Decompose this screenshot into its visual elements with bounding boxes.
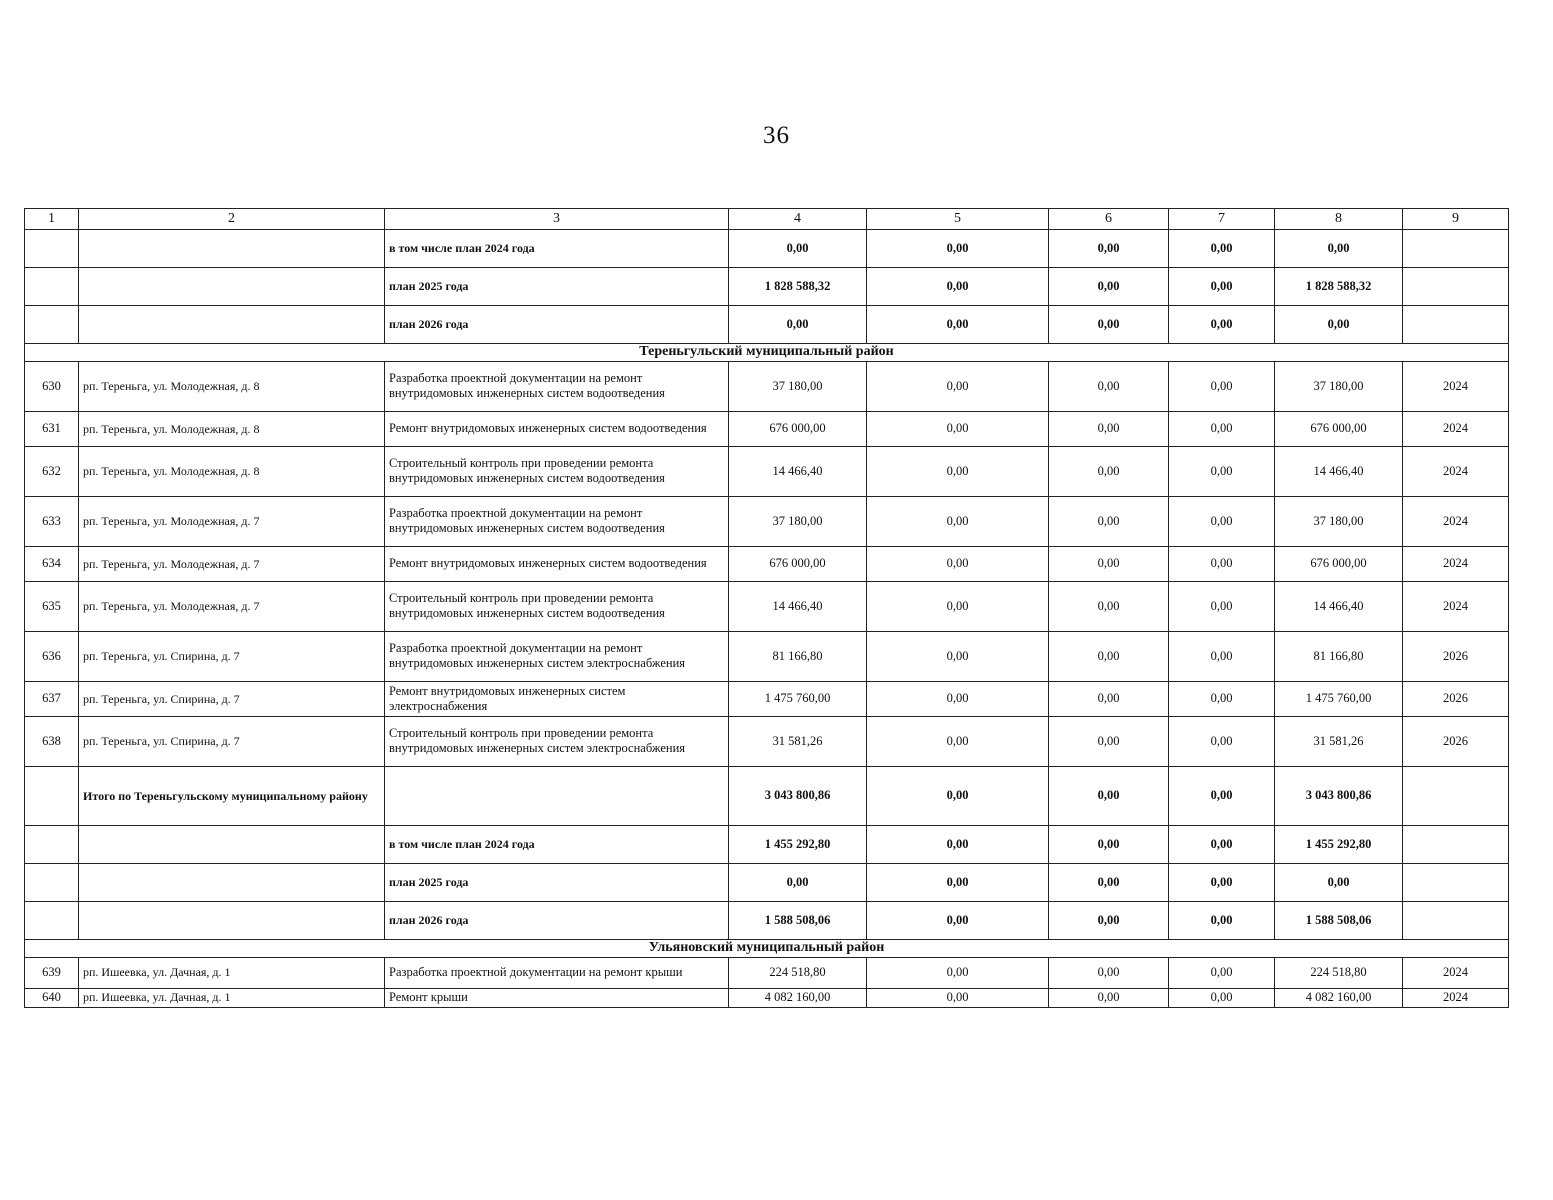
summary-row xyxy=(25,825,1509,863)
address-cell: рп. Тереньга, ул. Молодежная, д. 7 xyxy=(79,546,385,581)
value-cell: 0,00 xyxy=(1169,716,1275,766)
value-cell: 0,00 xyxy=(1049,716,1169,766)
value-cell: 676 000,00 xyxy=(729,411,867,446)
year-cell: 2026 xyxy=(1403,716,1509,766)
value-cell: 0,00 xyxy=(867,230,1049,268)
year-cell: 2024 xyxy=(1403,446,1509,496)
row-number: 633 xyxy=(25,496,79,546)
column-header: 5 xyxy=(867,209,1049,230)
value-cell: 0,00 xyxy=(1169,988,1275,1007)
value-cell: 0,00 xyxy=(1169,901,1275,939)
value-cell: 0,00 xyxy=(729,230,867,268)
value-cell: 4 082 160,00 xyxy=(1275,988,1403,1007)
summary-label: план 2025 года xyxy=(385,863,729,901)
summary-row xyxy=(25,268,1509,306)
value-cell: 0,00 xyxy=(1049,957,1169,988)
value-cell: 1 475 760,00 xyxy=(1275,681,1403,716)
column-number-row xyxy=(25,209,1509,230)
value-cell: 0,00 xyxy=(1169,825,1275,863)
value-cell: 0,00 xyxy=(1049,306,1169,344)
value-cell: 0,00 xyxy=(1049,361,1169,411)
value-cell: 3 043 800,86 xyxy=(729,766,867,825)
value-cell: 1 828 588,32 xyxy=(729,268,867,306)
value-cell: 0,00 xyxy=(1169,631,1275,681)
value-cell: 0,00 xyxy=(867,581,1049,631)
value-cell: 0,00 xyxy=(1169,446,1275,496)
value-cell: 0,00 xyxy=(867,681,1049,716)
value-cell: 0,00 xyxy=(1169,581,1275,631)
value-cell: 37 180,00 xyxy=(729,361,867,411)
value-cell: 0,00 xyxy=(1169,496,1275,546)
district-name: Тереньгульский муниципальный район xyxy=(25,344,1509,362)
value-cell: 0,00 xyxy=(1049,411,1169,446)
work-cell: Разработка проектной документации на ремонт внутридомовых инженерных систем электроснабжения xyxy=(385,631,729,681)
value-cell: 0,00 xyxy=(1049,681,1169,716)
value-cell: 0,00 xyxy=(1275,230,1403,268)
summary-row xyxy=(25,306,1509,344)
value-cell: 81 166,80 xyxy=(1275,631,1403,681)
work-cell: Строительный контроль при проведении ремонта внутридомовых инженерных систем электроснабжения xyxy=(385,716,729,766)
value-cell: 0,00 xyxy=(867,306,1049,344)
year-cell: 2024 xyxy=(1403,988,1509,1007)
summary-label: план 2026 года xyxy=(385,901,729,939)
value-cell: 0,00 xyxy=(1169,361,1275,411)
year-cell: 2026 xyxy=(1403,631,1509,681)
plan-table xyxy=(24,208,1509,1008)
value-cell: 0,00 xyxy=(867,631,1049,681)
value-cell: 0,00 xyxy=(1049,766,1169,825)
value-cell: 224 518,80 xyxy=(1275,957,1403,988)
value-cell: 0,00 xyxy=(1049,825,1169,863)
summary-row xyxy=(25,230,1509,268)
value-cell: 0,00 xyxy=(1049,901,1169,939)
work-cell: Строительный контроль при проведении ремонта внутридомовых инженерных систем водоотведения xyxy=(385,581,729,631)
value-cell: 1 455 292,80 xyxy=(1275,825,1403,863)
address-cell: рп. Тереньга, ул. Спирина, д. 7 xyxy=(79,631,385,681)
row-number: 637 xyxy=(25,681,79,716)
column-header: 7 xyxy=(1169,209,1275,230)
table-row xyxy=(25,546,1509,581)
value-cell: 0,00 xyxy=(867,766,1049,825)
value-cell: 0,00 xyxy=(867,716,1049,766)
total-label: Итого по Тереньгульскому муниципальному району xyxy=(79,766,385,825)
page-number: 36 xyxy=(763,122,790,149)
value-cell: 0,00 xyxy=(1049,446,1169,496)
value-cell: 0,00 xyxy=(729,306,867,344)
value-cell: 4 082 160,00 xyxy=(729,988,867,1007)
value-cell: 0,00 xyxy=(867,825,1049,863)
work-cell: Ремонт внутридомовых инженерных систем водоотведения xyxy=(385,546,729,581)
year-cell: 2024 xyxy=(1403,361,1509,411)
table-row xyxy=(25,496,1509,546)
value-cell: 0,00 xyxy=(867,901,1049,939)
address-cell: рп. Тереньга, ул. Спирина, д. 7 xyxy=(79,716,385,766)
value-cell: 0,00 xyxy=(1049,546,1169,581)
year-cell: 2024 xyxy=(1403,496,1509,546)
value-cell: 0,00 xyxy=(1169,766,1275,825)
value-cell: 14 466,40 xyxy=(729,446,867,496)
table-row xyxy=(25,957,1509,988)
value-cell: 31 581,26 xyxy=(1275,716,1403,766)
value-cell: 0,00 xyxy=(1169,306,1275,344)
column-header: 1 xyxy=(25,209,79,230)
value-cell: 676 000,00 xyxy=(1275,546,1403,581)
year-cell: 2024 xyxy=(1403,411,1509,446)
table-row xyxy=(25,446,1509,496)
row-number: 631 xyxy=(25,411,79,446)
value-cell: 0,00 xyxy=(1049,230,1169,268)
value-cell: 0,00 xyxy=(867,988,1049,1007)
value-cell: 0,00 xyxy=(1169,411,1275,446)
row-number: 634 xyxy=(25,546,79,581)
row-number: 635 xyxy=(25,581,79,631)
table-row xyxy=(25,581,1509,631)
value-cell: 0,00 xyxy=(1169,268,1275,306)
column-header: 2 xyxy=(79,209,385,230)
value-cell: 37 180,00 xyxy=(1275,496,1403,546)
value-cell: 0,00 xyxy=(867,957,1049,988)
address-cell: рп. Ишеевка, ул. Дачная, д. 1 xyxy=(79,988,385,1007)
value-cell: 1 588 508,06 xyxy=(729,901,867,939)
value-cell: 0,00 xyxy=(867,268,1049,306)
work-cell: Ремонт крыши xyxy=(385,988,729,1007)
value-cell: 1 475 760,00 xyxy=(729,681,867,716)
year-cell: 2024 xyxy=(1403,581,1509,631)
table-row xyxy=(25,411,1509,446)
value-cell: 0,00 xyxy=(1169,546,1275,581)
work-cell: Ремонт внутридомовых инженерных систем электроснабжения xyxy=(385,681,729,716)
value-cell: 676 000,00 xyxy=(1275,411,1403,446)
value-cell: 0,00 xyxy=(867,446,1049,496)
value-cell: 1 455 292,80 xyxy=(729,825,867,863)
address-cell: рп. Тереньга, ул. Молодежная, д. 7 xyxy=(79,581,385,631)
value-cell: 0,00 xyxy=(1049,496,1169,546)
value-cell: 3 043 800,86 xyxy=(1275,766,1403,825)
year-cell: 2024 xyxy=(1403,546,1509,581)
summary-label: в том числе план 2024 года xyxy=(385,825,729,863)
table-row xyxy=(25,716,1509,766)
column-header: 6 xyxy=(1049,209,1169,230)
value-cell: 0,00 xyxy=(1049,863,1169,901)
value-cell: 0,00 xyxy=(867,496,1049,546)
summary-row xyxy=(25,901,1509,939)
value-cell: 0,00 xyxy=(1169,957,1275,988)
table-row xyxy=(25,361,1509,411)
table-row xyxy=(25,681,1509,716)
column-header: 3 xyxy=(385,209,729,230)
column-header: 9 xyxy=(1403,209,1509,230)
row-number: 640 xyxy=(25,988,79,1007)
year-cell: 2024 xyxy=(1403,957,1509,988)
total-row xyxy=(25,766,1509,825)
summary-label: план 2025 года xyxy=(385,268,729,306)
column-header: 8 xyxy=(1275,209,1403,230)
value-cell: 676 000,00 xyxy=(729,546,867,581)
value-cell: 0,00 xyxy=(867,863,1049,901)
value-cell: 0,00 xyxy=(1275,306,1403,344)
value-cell: 37 180,00 xyxy=(729,496,867,546)
address-cell: рп. Тереньга, ул. Спирина, д. 7 xyxy=(79,681,385,716)
address-cell: рп. Тереньга, ул. Молодежная, д. 7 xyxy=(79,496,385,546)
value-cell: 14 466,40 xyxy=(729,581,867,631)
value-cell: 0,00 xyxy=(1169,863,1275,901)
work-cell: Разработка проектной документации на ремонт внутридомовых инженерных систем водоотведения xyxy=(385,361,729,411)
row-number: 636 xyxy=(25,631,79,681)
value-cell: 81 166,80 xyxy=(729,631,867,681)
row-number: 630 xyxy=(25,361,79,411)
summary-row xyxy=(25,863,1509,901)
year-cell: 2026 xyxy=(1403,681,1509,716)
row-number: 632 xyxy=(25,446,79,496)
value-cell: 0,00 xyxy=(867,546,1049,581)
address-cell: рп. Тереньга, ул. Молодежная, д. 8 xyxy=(79,361,385,411)
address-cell: рп. Ишеевка, ул. Дачная, д. 1 xyxy=(79,957,385,988)
table-row xyxy=(25,631,1509,681)
row-number: 638 xyxy=(25,716,79,766)
work-cell: Разработка проектной документации на ремонт крыши xyxy=(385,957,729,988)
value-cell: 0,00 xyxy=(729,863,867,901)
value-cell: 0,00 xyxy=(1275,863,1403,901)
district-name: Ульяновский муниципальный район xyxy=(25,939,1509,957)
value-cell: 0,00 xyxy=(1049,988,1169,1007)
table-row xyxy=(25,988,1509,1007)
work-cell: Строительный контроль при проведении ремонта внутридомовых инженерных систем водоотведения xyxy=(385,446,729,496)
value-cell: 1 588 508,06 xyxy=(1275,901,1403,939)
value-cell: 0,00 xyxy=(1049,581,1169,631)
value-cell: 14 466,40 xyxy=(1275,446,1403,496)
summary-label: в том числе план 2024 года xyxy=(385,230,729,268)
column-header: 4 xyxy=(729,209,867,230)
address-cell: рп. Тереньга, ул. Молодежная, д. 8 xyxy=(79,446,385,496)
value-cell: 0,00 xyxy=(1049,268,1169,306)
row-number: 639 xyxy=(25,957,79,988)
work-cell: Ремонт внутридомовых инженерных систем водоотведения xyxy=(385,411,729,446)
district-header-row xyxy=(25,939,1509,957)
value-cell: 1 828 588,32 xyxy=(1275,268,1403,306)
value-cell: 0,00 xyxy=(1169,681,1275,716)
value-cell: 224 518,80 xyxy=(729,957,867,988)
value-cell: 0,00 xyxy=(867,411,1049,446)
value-cell: 14 466,40 xyxy=(1275,581,1403,631)
value-cell: 0,00 xyxy=(867,361,1049,411)
summary-label: план 2026 года xyxy=(385,306,729,344)
work-cell: Разработка проектной документации на ремонт внутридомовых инженерных систем водоотведения xyxy=(385,496,729,546)
value-cell: 0,00 xyxy=(1169,230,1275,268)
address-cell: рп. Тереньга, ул. Молодежная, д. 8 xyxy=(79,411,385,446)
value-cell: 0,00 xyxy=(1049,631,1169,681)
value-cell: 31 581,26 xyxy=(729,716,867,766)
district-header-row xyxy=(25,344,1509,362)
value-cell: 37 180,00 xyxy=(1275,361,1403,411)
